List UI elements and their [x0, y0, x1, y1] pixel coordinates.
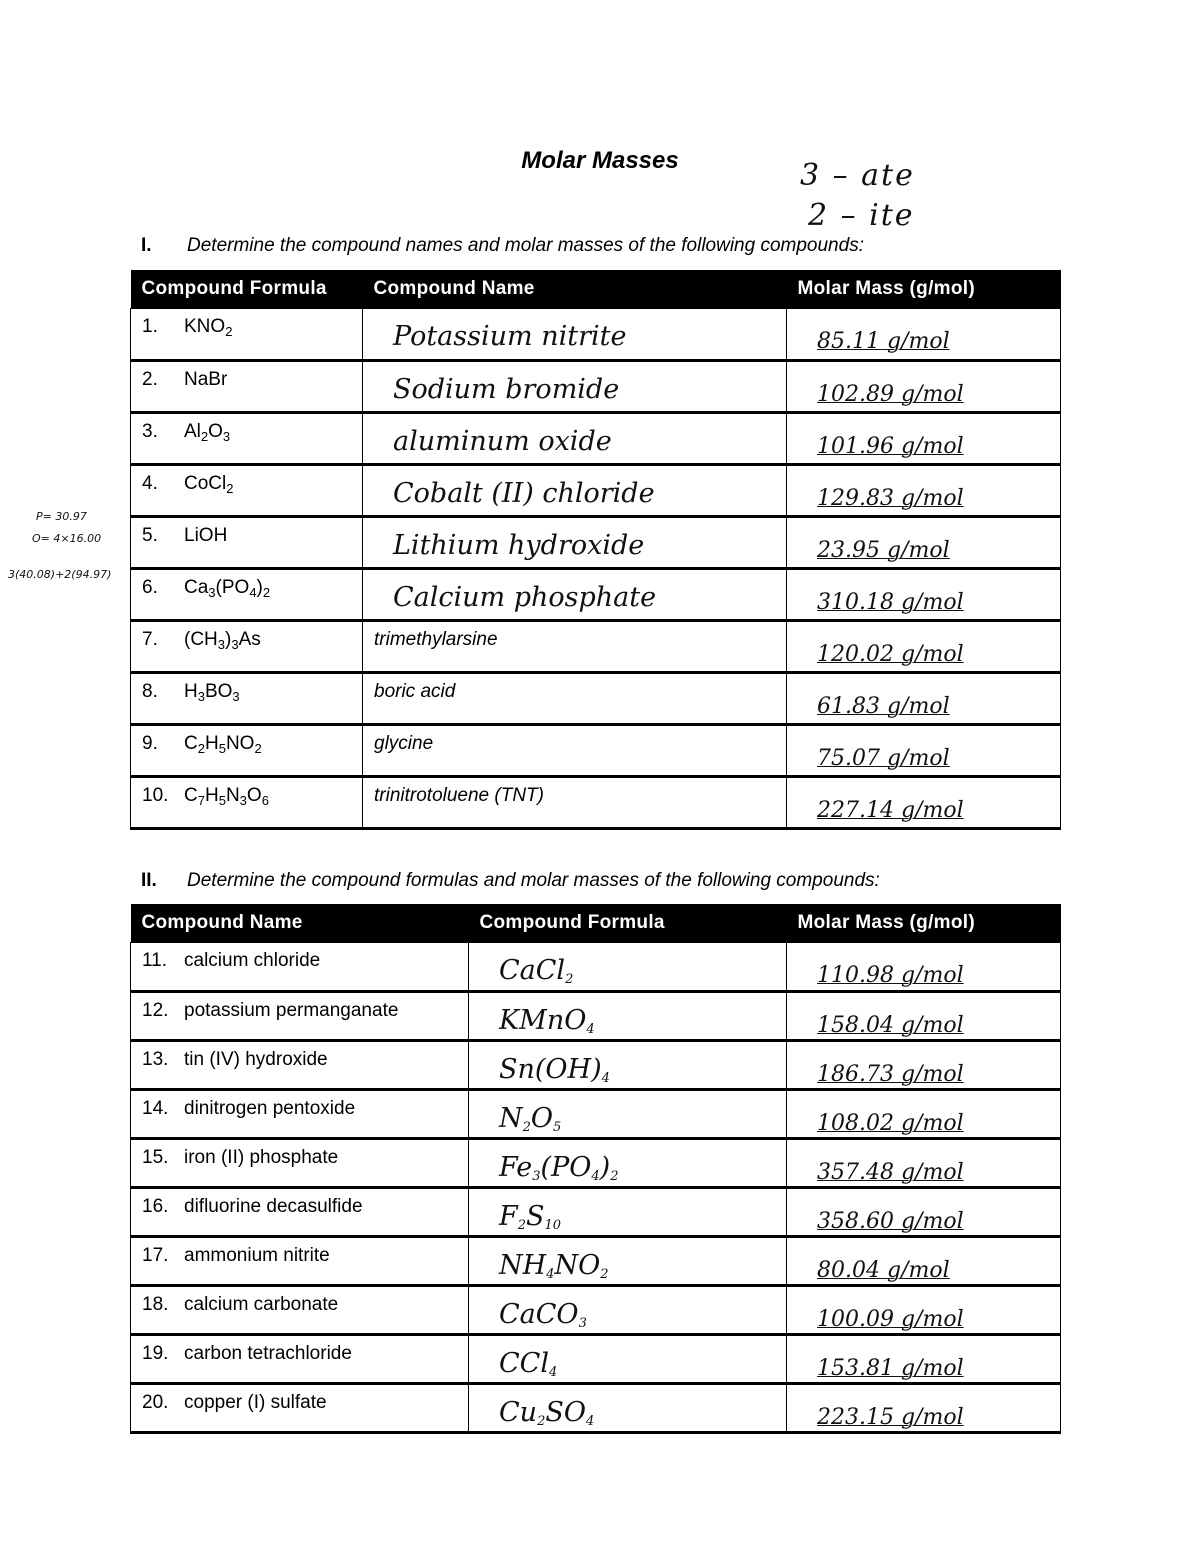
row-number: 8.: [142, 681, 158, 702]
section2-table: [130, 904, 1061, 1434]
molar-mass-cell: 85.11 g/mol: [787, 309, 1061, 361]
section2-number: II.: [141, 870, 157, 891]
formula-text: $(CH_3)_3As$: [184, 629, 261, 652]
table-row: [131, 1384, 1061, 1433]
row-number: 18.: [142, 1294, 169, 1315]
margin-note-line3: 3(40.08)+2(94.97): [8, 568, 112, 581]
formula-text: NaBr: [184, 369, 228, 390]
section2-instruction: Determine the compound formulas and molar masses of the following compounds:: [187, 870, 880, 891]
compound-name-cell: Sodium bromide: [363, 361, 787, 413]
name-text: calcium carbonate: [184, 1294, 339, 1315]
molar-mass-cell: 227.14 g/mol: [787, 777, 1061, 829]
section1-header-mass: Molar Mass (g/mol): [787, 270, 1061, 309]
row-number: 6.: [142, 577, 158, 598]
compound-name-cell: [131, 1090, 469, 1139]
table-row: [131, 309, 1061, 361]
table-row: [131, 1188, 1061, 1237]
compound-name-cell: [131, 943, 469, 992]
row-number: 13.: [142, 1049, 169, 1070]
name-text: difluorine decasulfide: [184, 1196, 363, 1217]
compound-name-cell: glycine: [363, 725, 787, 777]
molar-mass-cell: 186.73 g/mol: [787, 1041, 1061, 1090]
row-number: 11.: [142, 950, 168, 971]
formula-cell: [131, 517, 363, 569]
table-row: [131, 517, 1061, 569]
compound-name-cell: Cobalt (II) chloride: [363, 465, 787, 517]
formula-text: CoCl$_2$: [184, 473, 234, 496]
row-number: 17.: [142, 1245, 169, 1266]
page-title: Molar Masses: [521, 147, 679, 174]
row-number: 15.: [142, 1147, 169, 1168]
table-row: [131, 1237, 1061, 1286]
section1-header-formula: Compound Formula: [131, 270, 363, 309]
formula-cell: [131, 725, 363, 777]
formula-cell: [131, 569, 363, 621]
formula-cell: CCl$_4$: [469, 1335, 787, 1384]
formula-cell: $Cu_2SO_4$: [469, 1384, 787, 1433]
formula-cell: CaCO$_3$: [469, 1286, 787, 1335]
handwritten-note-ite: 2 – ite: [808, 198, 915, 233]
row-number: 10.: [142, 785, 169, 806]
formula-cell: [131, 413, 363, 465]
table-row: [131, 621, 1061, 673]
molar-mass-cell: 110.98 g/mol: [787, 943, 1061, 992]
section2-heading: [141, 870, 880, 892]
table-row: [131, 777, 1061, 829]
compound-name-cell: [131, 1335, 469, 1384]
row-number: 19.: [142, 1343, 169, 1364]
molar-mass-cell: 357.48 g/mol: [787, 1139, 1061, 1188]
molar-mass-cell: 102.89 g/mol: [787, 361, 1061, 413]
formula-text: $KNO_2$: [184, 316, 233, 339]
row-number: 1.: [142, 316, 158, 337]
row-number: 3.: [142, 421, 158, 442]
table-row: [131, 413, 1061, 465]
section1-heading: [141, 235, 864, 257]
formula-cell: CaCl$_2$: [469, 943, 787, 992]
formula-cell: [131, 309, 363, 361]
name-text: tin (IV) hydroxide: [184, 1049, 328, 1070]
row-number: 16.: [142, 1196, 169, 1217]
molar-mass-cell: 101.96 g/mol: [787, 413, 1061, 465]
row-number: 2.: [142, 369, 158, 390]
row-number: 12.: [142, 1000, 169, 1021]
table-row: [131, 992, 1061, 1041]
section1-number: I.: [141, 235, 152, 256]
compound-name-cell: trinitrotoluene (TNT): [363, 777, 787, 829]
molar-mass-cell: 100.09 g/mol: [787, 1286, 1061, 1335]
name-text: copper (I) sulfate: [184, 1392, 327, 1413]
formula-text: $C_7H_5N_3O_6$: [184, 785, 269, 808]
compound-name-cell: [131, 1139, 469, 1188]
formula-cell: $NH_4NO_2$: [469, 1237, 787, 1286]
formula-text: LiOH: [184, 525, 228, 546]
formula-cell: [131, 361, 363, 413]
formula-cell: [131, 621, 363, 673]
table-row: [131, 725, 1061, 777]
formula-cell: [131, 465, 363, 517]
molar-mass-cell: 108.02 g/mol: [787, 1090, 1061, 1139]
formula-cell: [131, 673, 363, 725]
section1-table: [130, 270, 1061, 830]
compound-name-cell: boric acid: [363, 673, 787, 725]
compound-name-cell: [131, 1237, 469, 1286]
compound-name-cell: Lithium hydroxide: [363, 517, 787, 569]
molar-mass-cell: 61.83 g/mol: [787, 673, 1061, 725]
compound-name-cell: [131, 992, 469, 1041]
compound-name-cell: [131, 1041, 469, 1090]
compound-name-cell: Calcium phosphate: [363, 569, 787, 621]
row-number: 14.: [142, 1098, 169, 1119]
compound-name-cell: aluminum oxide: [363, 413, 787, 465]
formula-cell: $Sn(OH)_4$: [469, 1041, 787, 1090]
formula-cell: $N_2O_5$: [469, 1090, 787, 1139]
section1-header-row: [131, 270, 1061, 309]
compound-name-cell: [131, 1188, 469, 1237]
molar-mass-cell: 120.02 g/mol: [787, 621, 1061, 673]
formula-text: $Al_2O_3$: [184, 421, 231, 444]
row-number: 4.: [142, 473, 158, 494]
section1-header-name: Compound Name: [363, 270, 787, 309]
row-number: 20.: [142, 1392, 169, 1413]
name-text: calcium chloride: [184, 950, 321, 971]
table-row: [131, 1139, 1061, 1188]
molar-mass-cell: 129.83 g/mol: [787, 465, 1061, 517]
name-text: carbon tetrachloride: [184, 1343, 352, 1364]
formula-text: $H_3BO_3$: [184, 681, 240, 704]
compound-name-cell: trimethylarsine: [363, 621, 787, 673]
section2-header-name: Compound Name: [131, 904, 469, 943]
margin-note-line1: P= 30.97: [36, 510, 87, 523]
handwritten-note-ate: 3 – ate: [800, 158, 915, 193]
table-row: [131, 673, 1061, 725]
compound-name-cell: [131, 1384, 469, 1433]
table-row: [131, 569, 1061, 621]
molar-mass-cell: 158.04 g/mol: [787, 992, 1061, 1041]
molar-mass-cell: 75.07 g/mol: [787, 725, 1061, 777]
compound-name-cell: [131, 1286, 469, 1335]
formula-cell: $Fe_3(PO_4)_2$: [469, 1139, 787, 1188]
section2-header-formula: Compound Formula: [469, 904, 787, 943]
section2-header-row: [131, 904, 1061, 943]
formula-text: $Ca_3(PO_4)_2$: [184, 577, 271, 600]
molar-mass-cell: 23.95 g/mol: [787, 517, 1061, 569]
name-text: potassium permanganate: [184, 1000, 399, 1021]
table-row: [131, 1041, 1061, 1090]
row-number: 9.: [142, 733, 158, 754]
section2-header-mass: Molar Mass (g/mol): [787, 904, 1061, 943]
table-row: [131, 361, 1061, 413]
row-number: 7.: [142, 629, 158, 650]
table-row: [131, 943, 1061, 992]
name-text: ammonium nitrite: [184, 1245, 330, 1266]
table-row: [131, 1335, 1061, 1384]
compound-name-cell: Potassium nitrite: [363, 309, 787, 361]
formula-cell: KMnO$_4$: [469, 992, 787, 1041]
name-text: iron (II) phosphate: [184, 1147, 339, 1168]
molar-mass-cell: 223.15 g/mol: [787, 1384, 1061, 1433]
margin-note-line2: O= 4×16.00: [32, 532, 102, 545]
row-number: 5.: [142, 525, 158, 546]
molar-mass-cell: 153.81 g/mol: [787, 1335, 1061, 1384]
formula-cell: [131, 777, 363, 829]
molar-mass-cell: 310.18 g/mol: [787, 569, 1061, 621]
name-text: dinitrogen pentoxide: [184, 1098, 356, 1119]
formula-text: $C_2H_5NO_2$: [184, 733, 262, 756]
molar-mass-cell: 358.60 g/mol: [787, 1188, 1061, 1237]
formula-cell: $F_2S_{10}$: [469, 1188, 787, 1237]
section1-instruction: Determine the compound names and molar masses of the following compounds:: [187, 235, 864, 256]
table-row: [131, 1090, 1061, 1139]
table-row: [131, 465, 1061, 517]
molar-mass-cell: 80.04 g/mol: [787, 1237, 1061, 1286]
table-row: [131, 1286, 1061, 1335]
